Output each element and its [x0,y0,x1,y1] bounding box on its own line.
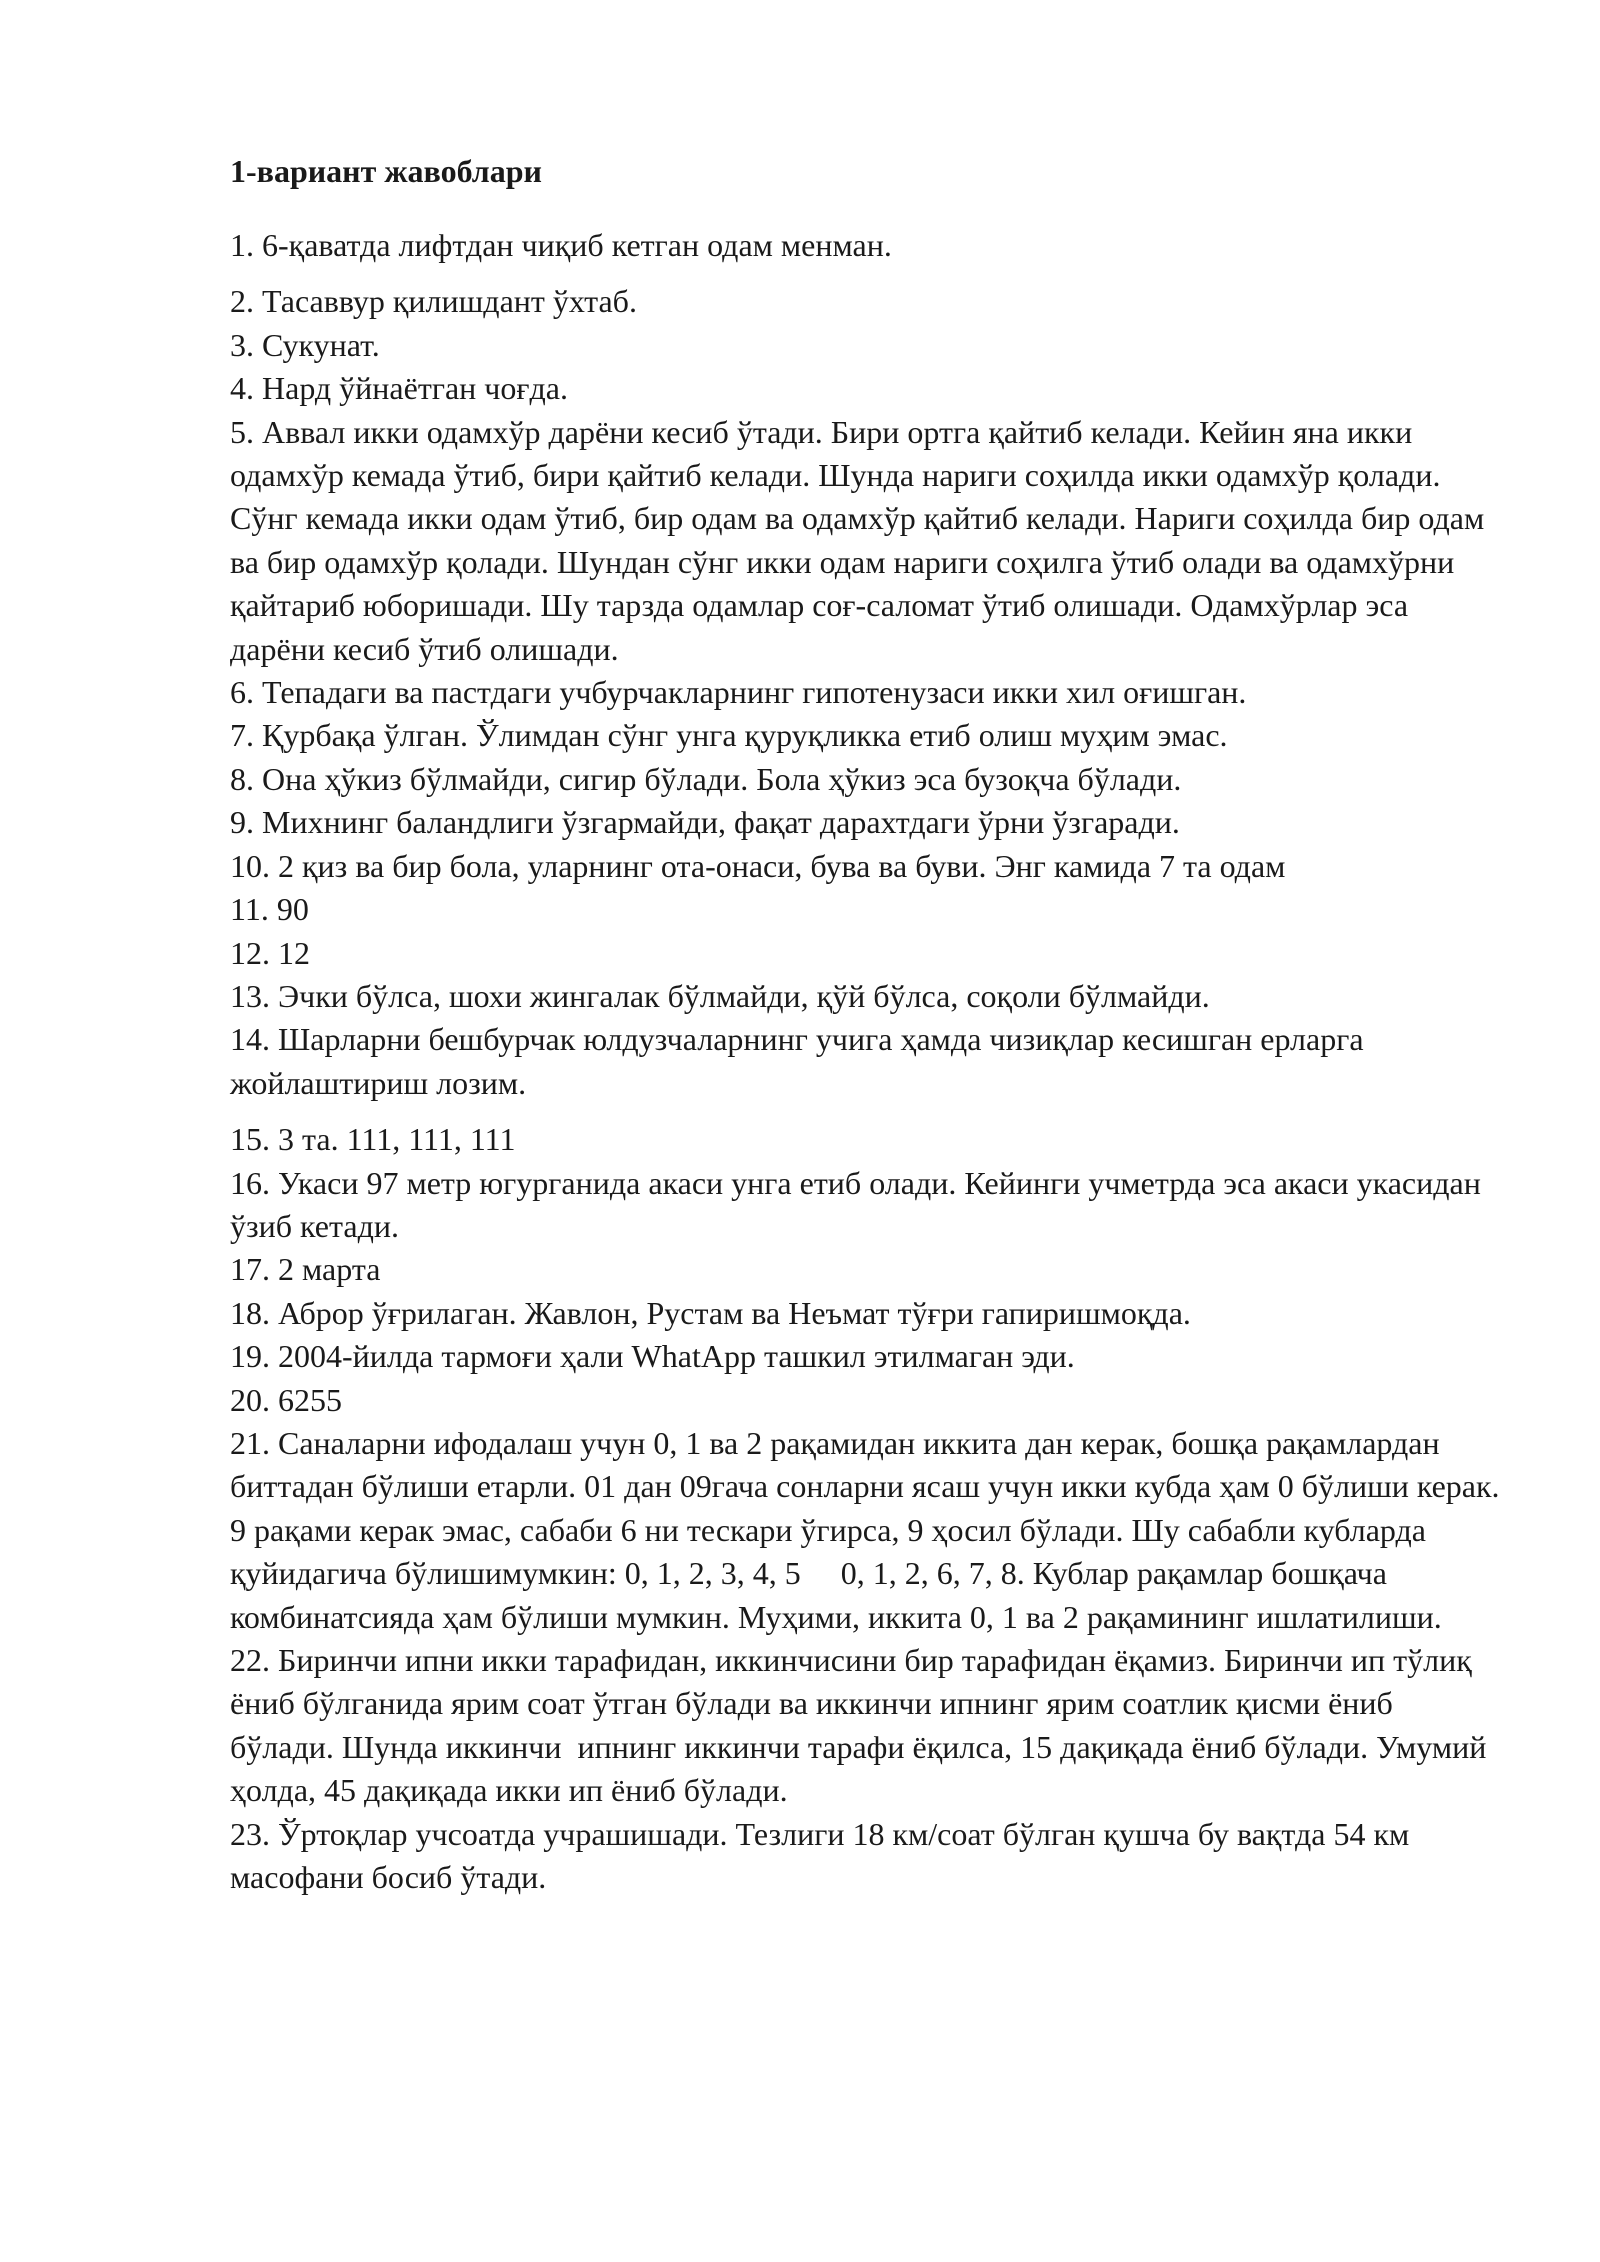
answer-15: 15. 3 та. 111, 111, 111 [230,1121,516,1158]
answer-16: 16. Укаси 97 метр югурганида акаси унга етиб олади. Кейинги учметрда эса акаси укасидан ўзиб кетади. [230,1164,1489,1244]
answer-3: 3. Сукунат. [230,326,380,363]
answer-14: 14. Шарларни бешбурчак юлдузчаларнинг учига ҳамда чизиқлар кесишган ерларга жойлаштириш лозим. [230,1021,1372,1101]
answer-20: 20. 6255 [230,1381,342,1418]
answer-22: 22. Биринчи ипни икки тарафидан, иккинчисини бир тарафидан ёқамиз. Биринчи ип тўлиқ ёниб бўлганида ярим соат ўтган бўлади ва иккинчи ипнинг ярим соатлик қисми ёниб бўлади. Шунда иккинчи ипнинг иккинчи тарафи ёқилса, 15 дақиқада ёниб бўлади. Умумий ҳолда, 45 дақиқада икки ип ёниб бўлади. [230,1642,1495,1809]
answer-17: 17. 2 марта [230,1251,381,1288]
answer-2: 2. Тасаввур қилишдант ўхтаб. [230,283,637,320]
answer-8: 8. Она ҳўкиз бўлмайди, сигир бўлади. Бола ҳўкиз эса бузоқча бўлади. [230,760,1182,797]
answer-9: 9. Михнинг баландлиги ўзгармайди, фақат дарахтдаги ўрни ўзгаради. [230,804,1180,841]
answer-4: 4. Нард ўйнаётган чоғда. [230,370,568,407]
answer-19: 19. 2004-йилда тармоғи ҳали WhatApp ташкил этилмаган эди. [230,1338,1075,1375]
document-title: 1-вариант жавоблари [230,153,542,189]
answer-21: 21. Саналарни ифодалаш учун 0, 1 ва 2 рақамидан иккита дан керак, бошқа рақамлардан биттадан бўлиши етарли. 01 дан 09гача сонларни ясаш учун икки кубда ҳам 0 бўлиши керак. 9 рақами керак эмас, сабаби 6 ни тескари ўгирса, 9 ҳосил бўлади. Шу сабабли кубларда қуйидагича бўлишимумкин: 0, 1, 2, 3, 4, 5 0, 1, 2, 6, 7, 8. Кублар рақамлар бошқача комбинатсияда ҳам бўлиши мумкин. Муҳими, иккита 0, 1 ва 2 рақамининг ишлатилиши. [230,1424,1508,1635]
answer-23: 23. Ўртоқлар учсоатда учрашишади. Тезлиги 18 км/соат бўлган қушча бу вақтда 54 км масофани босиб ўтади. [230,1815,1418,1896]
document-page [230,150,1508,1899]
answer-7: 7. Қурбақа ўлган. Ўлимдан сўнг унга қуруқликка етиб олиш муҳим эмас. [230,717,1228,754]
answer-5: 5. Аввал икки одамхўр дарёни кесиб ўтади. Бири ортга қайтиб келади. Кейин яна икки одамхўр кемада ўтиб, бири қайтиб келади. Шунда нариги соҳилда икки одамхўр қолади. Сўнг кемада икки одам ўтиб, бир одам ва одамхўр қайтиб келади. Нариги соҳилда бир одам ва бир одамхўр қолади. Шундан сўнг икки одам нариги соҳилга ўтиб олади ва одамхўрни қайтариб юборишади. Шу тарзда одамлар соғ-саломат ўтиб олишади. Одамхўрлар эса дарёни кесиб ўтиб олишади. [230,413,1493,667]
answer-1: 1. 6-қаватда лифтдан чиқиб кетган одам менман. [230,227,892,263]
answer-13: 13. Эчки бўлса, шохи жингалак бўлмайди, қўй бўлса, соқоли бўлмайди. [230,977,1210,1014]
answer-18: 18. Аброр ўғрилаган. Жавлон, Рустам ва Неъмат тўғри гапиришмоқда. [230,1294,1191,1331]
answer-6: 6. Тепадаги ва пастдаги учбурчакларнинг гипотенузаси икки хил оғишган. [230,674,1247,711]
answer-12: 12. 12 [230,934,310,971]
answer-10: 10. 2 қиз ва бир бола, уларнинг ота-онаси, бува ва буви. Энг камида 7 та одам [230,847,1286,884]
answer-11: 11. 90 [230,891,309,928]
